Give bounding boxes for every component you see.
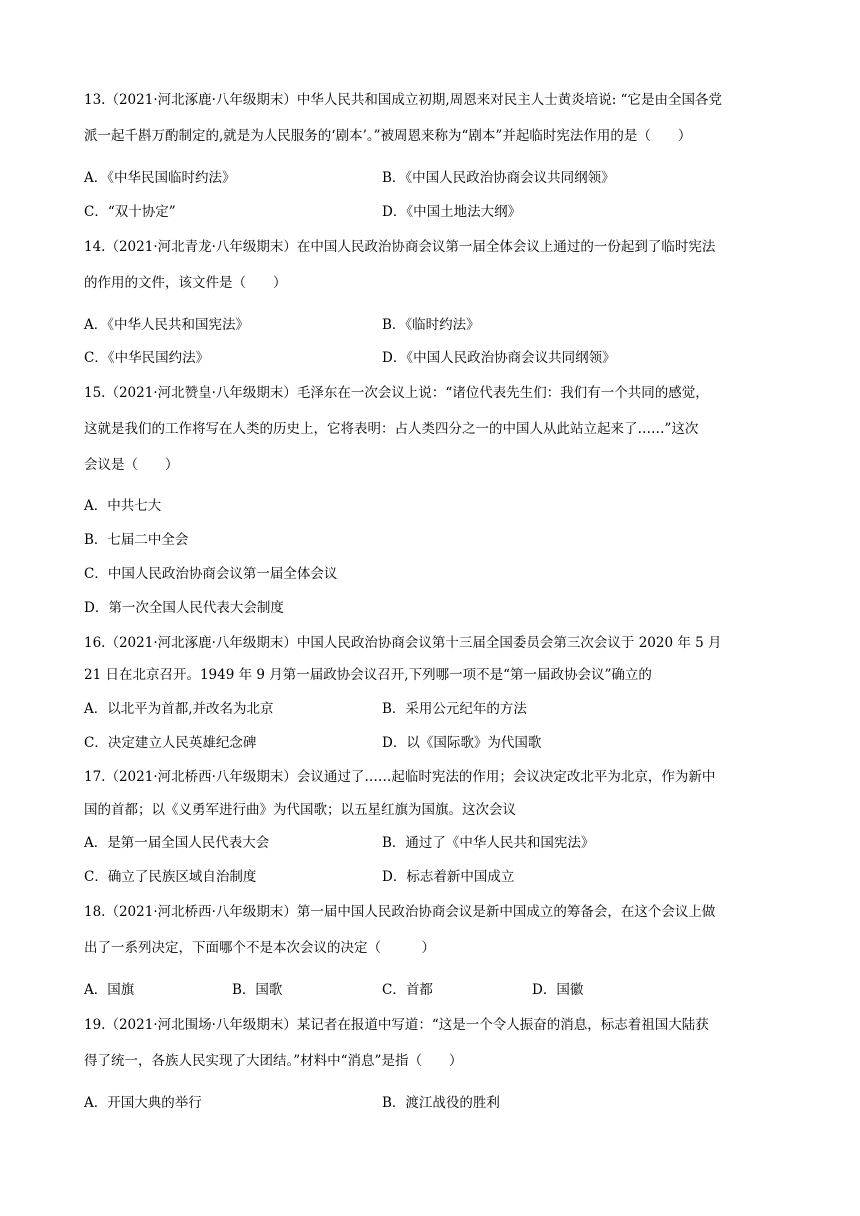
question-15-option-c: C．中国人民政治协商会议第一届全体会议 bbox=[84, 566, 338, 582]
question-19-stem-line-1: 19.（2021·河北围场·八年级期末）某记者在报道中写道：“这是一个令人振奋的消息，标志着祖国大陆获 bbox=[84, 1017, 709, 1033]
question-14-option-a: A．《中华人民共和国宪法》 bbox=[84, 317, 249, 333]
question-17-option-d: D．标志着新中国成立 bbox=[382, 869, 515, 885]
question-17-option-c: C．确立了民族区域自治制度 bbox=[84, 869, 257, 885]
question-18-option-c: C．首都 bbox=[382, 982, 433, 998]
question-13-stem-line-2: 派一起千斟万酌制定的,就是为人民服务的‘剧本’。”被周恩来称为“剧本”并起临时宪法作用的是（ ） bbox=[84, 128, 692, 144]
question-19-option-a: A．开国大典的举行 bbox=[84, 1095, 202, 1111]
question-17-option-b: B．通过了《中华人民共和国宪法》 bbox=[382, 835, 595, 851]
question-14-stem-line-2: 的作用的文件，该文件是（ ） bbox=[84, 275, 287, 291]
question-14-option-b: B．《临时约法》 bbox=[382, 317, 480, 333]
question-16-stem-line-1: 16.（2021·河北涿鹿·八年级期末）中国人民政治协商会议第十三届全国委员会第三次会议于 2020 年 5 月 bbox=[84, 635, 722, 651]
question-15-option-a: A．中共七大 bbox=[84, 498, 162, 514]
question-16-option-d: D．以《国际歌》为代国歌 bbox=[382, 735, 542, 751]
question-19-option-b: B．渡江战役的胜利 bbox=[382, 1095, 500, 1111]
question-16-stem-line-2: 21 日在北京召开。1949 年 9 月第一届政协会议召开,下列哪一项不是“第一届政协会议”确立的 bbox=[84, 667, 652, 683]
question-15-stem-line-3: 会议是（ ） bbox=[84, 457, 179, 473]
question-14-stem-line-1: 14.（2021·河北青龙·八年级期末）在中国人民政治协商会议第一届全体会议上通过的一份起到了临时宪法 bbox=[84, 239, 716, 255]
question-15-option-d: D．第一次全国人民代表大会制度 bbox=[84, 600, 284, 616]
question-18-option-d: D．国徽 bbox=[532, 982, 584, 998]
question-13-stem-line-1: 13.（2021·河北涿鹿·八年级期末）中华人民共和国成立初期,周恩来对民主人士黄炎培说: “它是由全国各党 bbox=[84, 92, 722, 108]
question-18-option-a: A．国旗 bbox=[84, 982, 135, 998]
question-17-stem-line-1: 17.（2021·河北桥西·八年级期末）会议通过了……起临时宪法的作用；会议决定改北平为北京，作为新中 bbox=[84, 769, 716, 785]
question-13-option-d: D．《中国土地法大纲》 bbox=[382, 204, 522, 220]
question-19-stem-line-2: 得了统一，各族人民实现了大团结。”材料中“消息”是指（ ） bbox=[84, 1053, 463, 1069]
question-16-option-c: C．决定建立人民英雄纪念碑 bbox=[84, 735, 257, 751]
question-15-stem-line-2: 这就是我们的工作将写在人类的历史上，它将表明：占人类四分之一的中国人从此站立起来了……”这次 bbox=[84, 421, 699, 437]
question-18-option-b: B．国歌 bbox=[232, 982, 283, 998]
question-18-stem-line-1: 18.（2021·河北桥西·八年级期末）第一届中国人民政治协商会议是新中国成立的筹备会，在这个会议上做 bbox=[84, 904, 716, 920]
question-17-stem-line-2: 国的首都；以《义勇军进行曲》为代国歌；以五星红旗为国旗。这次会议 bbox=[84, 802, 516, 818]
question-13-option-b: B．《中国人民政治协商会议共同纲领》 bbox=[382, 170, 615, 186]
question-17-option-a: A．是第一届全国人民代表大会 bbox=[84, 835, 270, 851]
question-16-option-a: A．以北平为首都,并改名为北京 bbox=[84, 701, 274, 717]
question-15-option-b: B．七届二中全会 bbox=[84, 532, 189, 548]
question-14-option-c: C．《中华民国约法》 bbox=[84, 350, 210, 366]
question-13-option-c: C．“双十协定” bbox=[84, 204, 176, 220]
question-13-option-a: A．《中华民国临时约法》 bbox=[84, 170, 236, 186]
question-18-stem-line-2: 出了一系列决定，下面哪个不是本次会议的决定（ ） bbox=[84, 940, 435, 956]
question-16-option-b: B．采用公元纪年的方法 bbox=[382, 701, 527, 717]
question-14-option-d: D．《中国人民政治协商会议共同纲领》 bbox=[382, 350, 616, 366]
question-15-stem-line-1: 15.（2021·河北赞皇·八年级期末）毛泽东在一次会议上说：“诸位代表先生们：我们有一个共同的感觉， bbox=[84, 385, 709, 401]
